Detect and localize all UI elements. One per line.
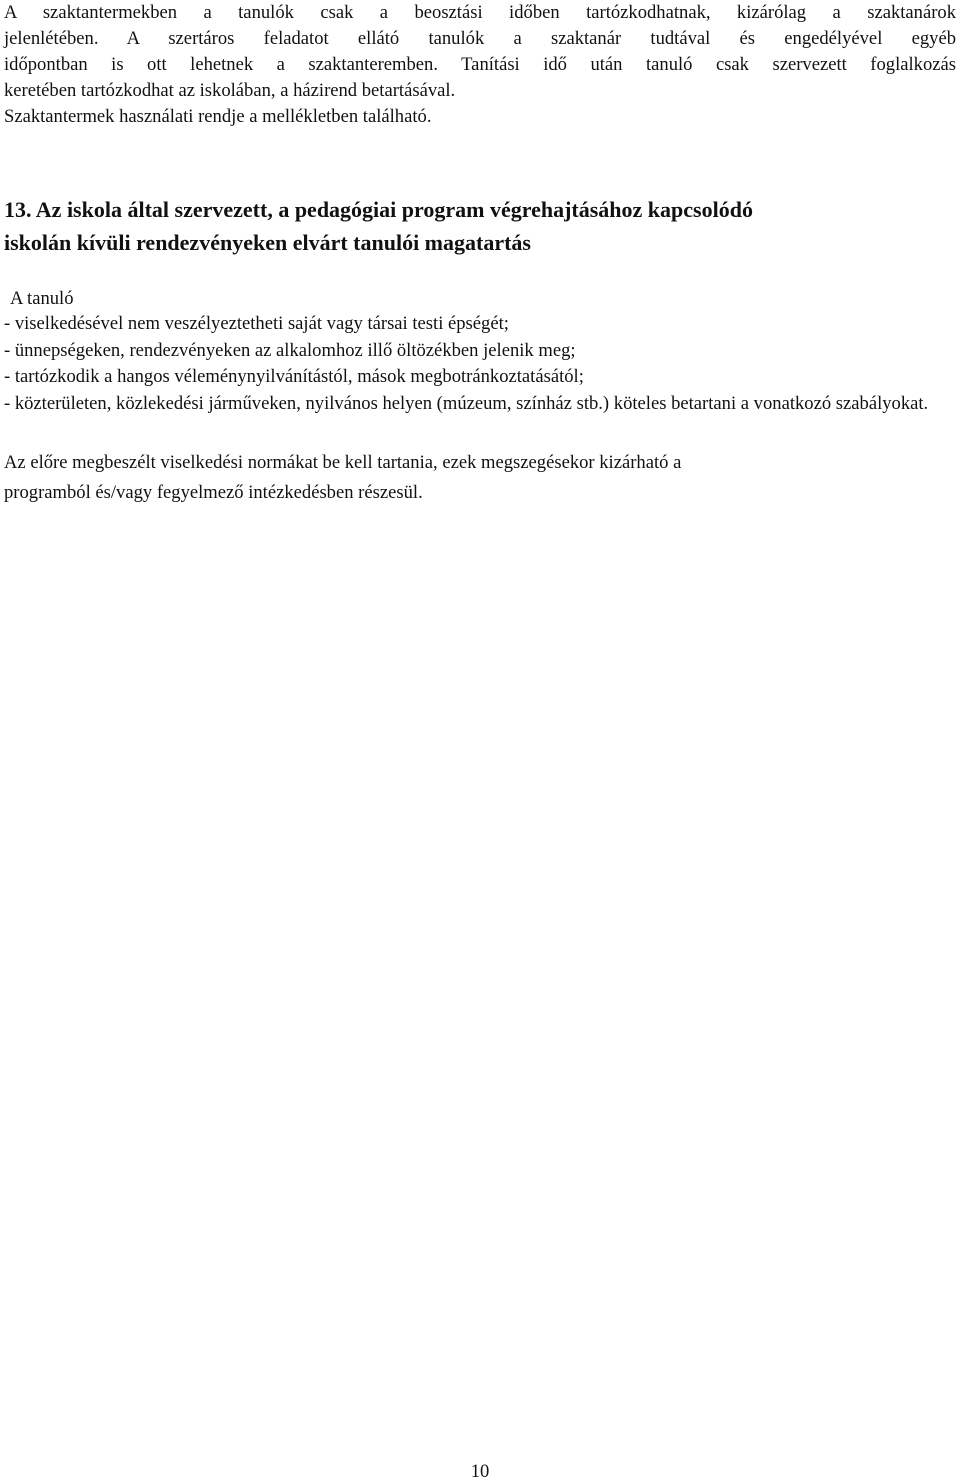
intro-line: Szaktantermek használati rendje a mellékletben található. [4,106,432,127]
intro-line: keretében tartózkodhat az iskolában, a házirend betartásával. [4,80,456,101]
intro-line: időpontban is ott lehetnek a szaktanteremben. Tanítási idő után tanuló csak szervezett foglalkozás [4,54,956,75]
closing-line: programból és/vagy fegyelmező intézkedésben részesül. [4,482,423,503]
intro-paragraph [4,0,956,130]
section-lead: A tanuló [10,288,74,309]
list-item: - viselkedésével nem veszélyeztetheti saját vagy társai testi épségét; [4,313,509,334]
list-item: - ünnepségeken, rendezvényeken az alkalomhoz illő öltözékben jelenik meg; [4,339,576,361]
closing-line: Az előre megbeszélt viselkedési normákat be kell tartania, ezek megszegésekor kizárható a [4,452,682,473]
list-item: - tartózkodik a hangos véleménynyilvánítástól, mások megbotránkoztatásától; [4,366,584,387]
closing-paragraph [4,448,956,508]
page-number: 10 [470,1461,490,1482]
section-heading-line: iskolán kívüli rendezvényeken elvárt tanulói magatartás [4,230,531,255]
intro-line: A szaktantermekben a tanulók csak a beosztási időben tartózkodhatnak, kizárólag a szaktanárok [4,2,956,23]
section-heading-line: 13. Az iskola által szervezett, a pedagógiai program végrehajtásához kapcsolódó [4,197,753,222]
section-heading [4,193,956,259]
intro-line: jelenlétében. A szertáros feladatot ellátó tanulók a szaktanár tudtával és engedélyével egyéb [4,28,956,49]
rules-list [4,311,956,417]
list-item: - közterületen, közlekedési járműveken, nyilvános helyen (múzeum, színház stb.) köteles betartani a vonatkozó szabályokat. [4,392,929,414]
